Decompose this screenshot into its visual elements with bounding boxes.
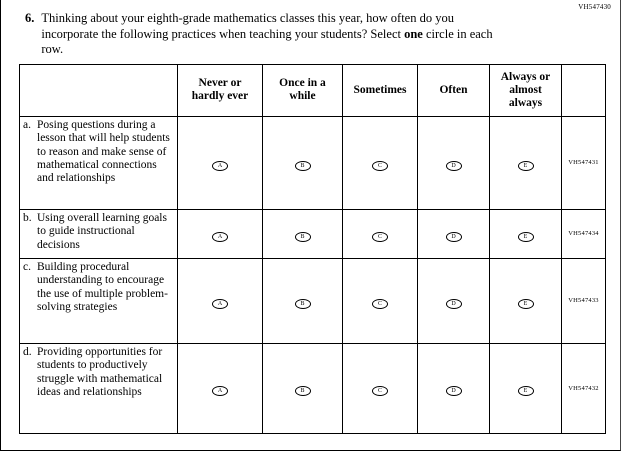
- answer-oval-a3[interactable]: C: [372, 161, 388, 171]
- question-number: 6.: [25, 11, 35, 25]
- header-row: [20, 64, 606, 116]
- answer-oval-d1[interactable]: A: [212, 386, 228, 396]
- answer-oval-c4[interactable]: D: [446, 299, 462, 309]
- answer-oval-c1[interactable]: A: [212, 299, 228, 309]
- item-code: VH547433: [562, 258, 606, 343]
- row-label-cell: [20, 258, 178, 343]
- answer-oval-a5[interactable]: E: [518, 161, 534, 171]
- option-cell: [343, 209, 418, 258]
- answer-oval-a2[interactable]: B: [295, 161, 311, 171]
- row-letter: c.: [23, 260, 31, 273]
- answer-oval-b2[interactable]: B: [295, 232, 311, 242]
- option-cell: [343, 116, 418, 209]
- option-cell: [263, 343, 343, 433]
- row-text: Providing opportunities for students to productively struggle with mathematical ideas and relationships: [37, 345, 163, 398]
- option-cell: [418, 116, 490, 209]
- row-text: Posing questions during a lesson that will help students to reason and make sense of mathematical connections and relationships: [37, 118, 170, 185]
- answer-oval-c5[interactable]: E: [518, 299, 534, 309]
- option-cell: [490, 258, 562, 343]
- answer-oval-b3[interactable]: C: [372, 232, 388, 242]
- question-block: [1, 0, 620, 64]
- header-empty-cell: [20, 64, 178, 116]
- form-code: VH547430: [578, 3, 611, 11]
- table-row-c: [20, 258, 606, 343]
- row-text: Using overall learning goals to guide instructional decisions: [37, 211, 167, 251]
- option-cell: [263, 116, 343, 209]
- header-once: Once in a while: [263, 64, 343, 116]
- answer-oval-d5[interactable]: E: [518, 386, 534, 396]
- table-row-b: [20, 209, 606, 258]
- answer-oval-b1[interactable]: A: [212, 232, 228, 242]
- item-code: VH547434: [562, 209, 606, 258]
- row-letter: a.: [23, 118, 31, 131]
- row-label-cell: [20, 116, 178, 209]
- answer-oval-b5[interactable]: E: [518, 232, 534, 242]
- answer-oval-a1[interactable]: A: [212, 161, 228, 171]
- question-text: [41, 11, 501, 58]
- row-letter: b.: [23, 211, 32, 224]
- option-cell: [418, 343, 490, 433]
- question-text-part1: Thinking about your eighth-grade mathematics classes this year, how often do you incorporate the following practices when teaching your students? Select: [41, 11, 454, 41]
- option-cell: [178, 209, 263, 258]
- header-always: Always or almost always: [490, 64, 562, 116]
- table-row-a: [20, 116, 606, 209]
- option-cell: [343, 343, 418, 433]
- option-cell: [178, 258, 263, 343]
- answer-oval-d3[interactable]: C: [372, 386, 388, 396]
- response-matrix: [19, 64, 606, 434]
- table-row-d: [20, 343, 606, 433]
- question-text-bold: one: [404, 26, 423, 41]
- option-cell: [490, 343, 562, 433]
- question-text-part2: circle in each row.: [41, 26, 493, 57]
- answer-oval-d2[interactable]: B: [295, 386, 311, 396]
- option-cell: [263, 209, 343, 258]
- row-label-cell: [20, 343, 178, 433]
- row-text: Building procedural understanding to encourage the use of multiple problem-solving strategies: [37, 260, 168, 313]
- option-cell: [490, 209, 562, 258]
- item-code: VH547432: [562, 343, 606, 433]
- answer-oval-c2[interactable]: B: [295, 299, 311, 309]
- answer-oval-c3[interactable]: C: [372, 299, 388, 309]
- header-never: Never or hardly ever: [178, 64, 263, 116]
- item-code: VH547431: [562, 116, 606, 209]
- answer-oval-a4[interactable]: D: [446, 161, 462, 171]
- header-sometimes: Sometimes: [343, 64, 418, 116]
- option-cell: [178, 343, 263, 433]
- answer-oval-d4[interactable]: D: [446, 386, 462, 396]
- option-cell: [263, 258, 343, 343]
- row-letter: d.: [23, 345, 32, 358]
- header-code-cell: [562, 64, 606, 116]
- option-cell: [178, 116, 263, 209]
- row-label-cell: [20, 209, 178, 258]
- option-cell: [418, 258, 490, 343]
- option-cell: [418, 209, 490, 258]
- option-cell: [490, 116, 562, 209]
- answer-oval-b4[interactable]: D: [446, 232, 462, 242]
- header-often: Often: [418, 64, 490, 116]
- option-cell: [343, 258, 418, 343]
